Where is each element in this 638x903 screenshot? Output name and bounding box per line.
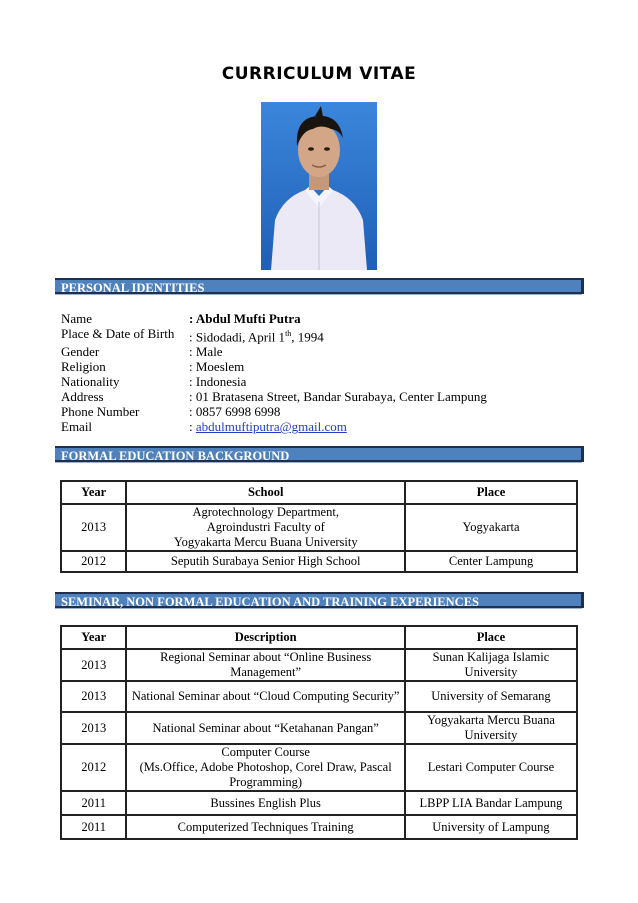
seminar-description: National Seminar about “Ketahanan Pangan” xyxy=(126,712,404,744)
seminar-place: Sunan Kalijaga Islamic University xyxy=(405,649,577,681)
table-row xyxy=(61,551,577,572)
cell-line: Yogyakarta Mercu Buana University xyxy=(173,535,358,549)
personal-value: : Abdul Mufti Putra xyxy=(189,311,301,326)
table-row xyxy=(61,712,577,744)
cell-line: Computer Course xyxy=(221,745,310,759)
seminar-description: Regional Seminar about “Online Business Management” xyxy=(126,649,404,681)
cell-line: Agroindustri Faculty of xyxy=(206,520,325,534)
seminar-table xyxy=(60,625,578,840)
table-row xyxy=(61,744,577,791)
personal-label: Gender xyxy=(61,344,100,360)
personal-value: : Moeslem xyxy=(189,359,245,375)
cell-line: (Ms.Office, Adobe Photoshop, Corel Draw, Pascal xyxy=(139,760,392,774)
personal-row xyxy=(61,404,487,419)
email-link[interactable]: abdulmuftiputra@gmail.com xyxy=(195,419,347,435)
personal-label: Phone Number xyxy=(61,404,140,420)
personal-value: : Indonesia xyxy=(189,374,247,390)
personal-label: Email xyxy=(61,419,93,435)
seminar-description: Computerized Techniques Training xyxy=(126,815,404,839)
seminar-description-header: Description xyxy=(126,626,404,649)
personal-row xyxy=(61,326,487,344)
education-school xyxy=(126,551,405,572)
personal-info xyxy=(61,311,487,434)
personal-label: Nationality xyxy=(61,374,120,390)
personal-value: : Male xyxy=(189,344,223,360)
education-table xyxy=(60,480,578,573)
education-school-header: School xyxy=(126,481,405,504)
table-row xyxy=(61,649,577,681)
personal-label: Place & Date of Birth xyxy=(61,326,175,341)
seminar-year: 2011 xyxy=(61,815,126,839)
seminar-place: Yogyakarta Mercu Buana University xyxy=(405,712,577,744)
cell-line: Agrotechnology Department, xyxy=(192,505,339,519)
personal-value: : 0857 6998 6998 xyxy=(189,404,281,420)
education-place: Center Lampung xyxy=(405,551,577,572)
seminar-place: University of Semarang xyxy=(405,681,577,712)
seminar-year: 2013 xyxy=(61,649,126,681)
personal-value: : Sidodadi, April 1th, 1994 xyxy=(189,329,324,345)
cell-line: Programming) xyxy=(229,775,303,789)
education-section-header: FORMAL EDUCATION BACKGROUND xyxy=(55,446,582,462)
seminar-place: LBPP LIA Bandar Lampung xyxy=(405,791,577,815)
table-row xyxy=(61,791,577,815)
seminar-description: National Seminar about “Cloud Computing Security” xyxy=(126,681,404,712)
education-year: 2013 xyxy=(61,504,126,551)
personal-section-header: PERSONAL IDENTITIES xyxy=(55,278,582,294)
seminar-year: 2012 xyxy=(61,744,126,791)
table-row xyxy=(61,504,577,551)
personal-row xyxy=(61,311,487,326)
personal-row xyxy=(61,389,487,404)
seminar-place: University of Lampung xyxy=(405,815,577,839)
seminar-place: Lestari Computer Course xyxy=(405,744,577,791)
seminar-year: 2013 xyxy=(61,681,126,712)
page-title: CURRICULUM VITAE xyxy=(221,64,417,84)
seminar-year: 2011 xyxy=(61,791,126,815)
seminar-section-header: SEMINAR, NON FORMAL EDUCATION AND TRAINING EXPERIENCES xyxy=(55,592,582,608)
seminar-place-header: Place xyxy=(405,626,577,649)
education-place: Yogyakarta xyxy=(405,504,577,551)
personal-row xyxy=(61,419,487,434)
email-prefix: : xyxy=(189,419,196,435)
seminar-description: Bussines English Plus xyxy=(126,791,404,815)
education-school xyxy=(126,504,405,551)
personal-value: : 01 Bratasena Street, Bandar Surabaya, Center Lampung xyxy=(189,389,487,405)
seminar-year: 2013 xyxy=(61,712,126,744)
personal-label: Religion xyxy=(61,359,106,375)
table-row xyxy=(61,815,577,839)
profile-photo xyxy=(261,102,377,270)
table-row xyxy=(61,681,577,712)
education-place-header: Place xyxy=(405,481,577,504)
seminar-description xyxy=(126,744,404,791)
personal-row xyxy=(61,359,487,374)
education-year: 2012 xyxy=(61,551,126,572)
seminar-year-header: Year xyxy=(61,626,126,649)
personal-row xyxy=(61,344,487,359)
personal-label: Name xyxy=(61,311,93,326)
cell-line: Seputih Surabaya Senior High School xyxy=(170,554,361,568)
personal-label: Address xyxy=(61,389,104,405)
personal-value xyxy=(189,419,347,434)
personal-row xyxy=(61,374,487,389)
education-year-header: Year xyxy=(61,481,126,504)
